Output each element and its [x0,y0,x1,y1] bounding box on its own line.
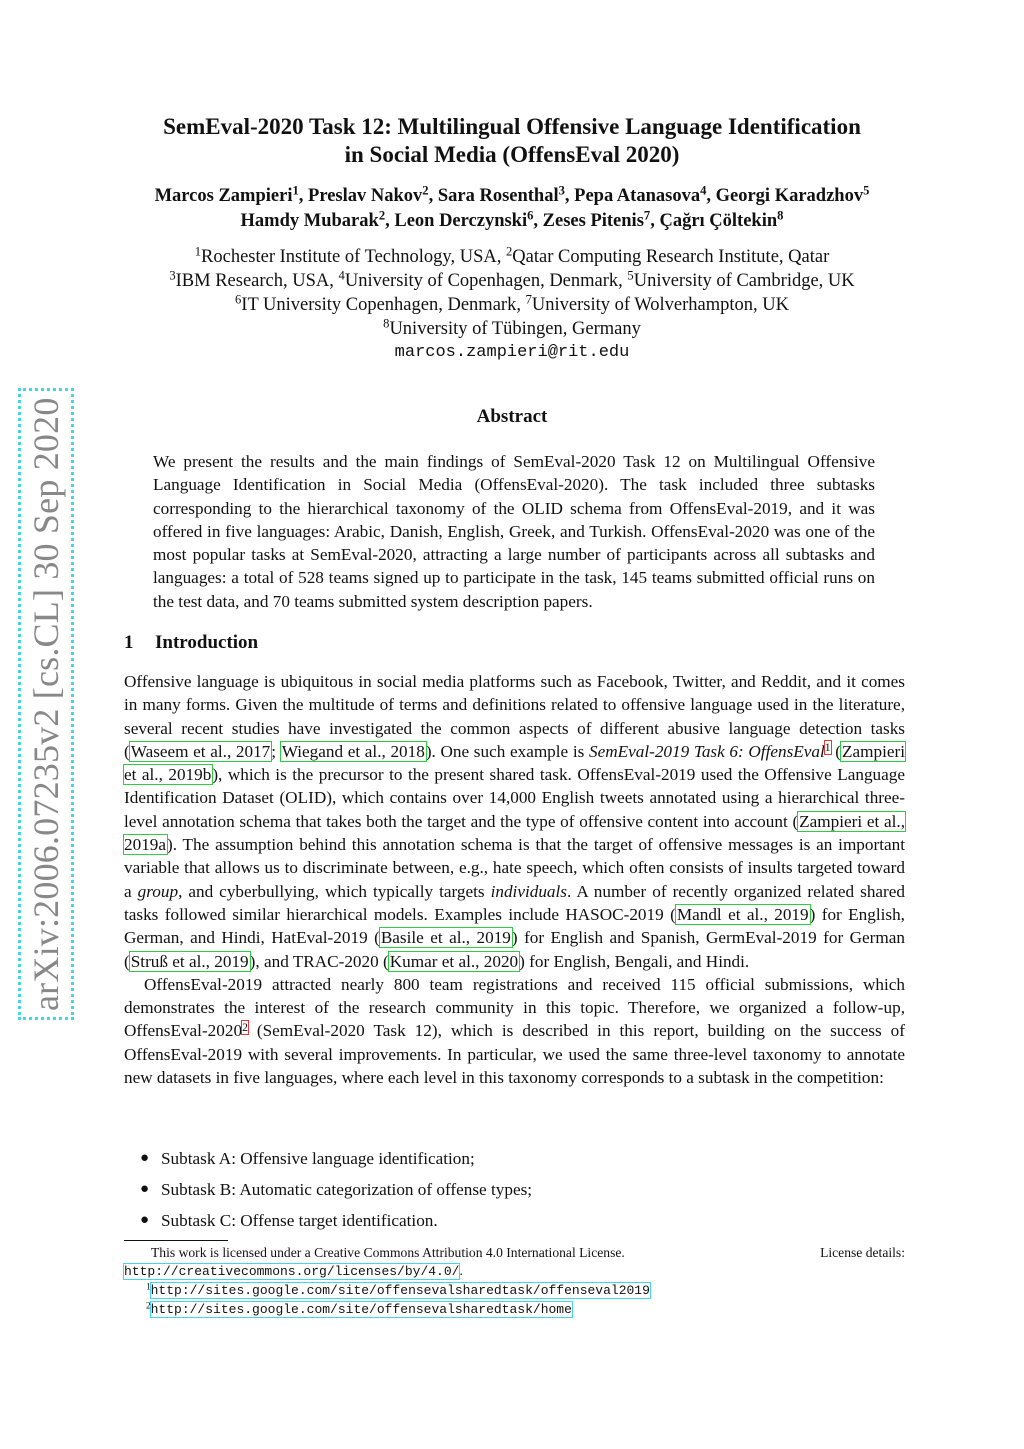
paragraph-text: ), which is the precursor to the present shared task. OffensEval-2019 used the Offensive Language Identification Dataset (OLID), which contains over 14,000 English tweets annotated using a hierarchical three-level annotation schema that takes both the target and the type of offensive content into account ( [124,765,905,831]
affiliation-line: $^3$IBM Research, USA, $^4$University of Copenhagen, Denmark, $^5$University of Cambridge, UK [169,268,855,291]
paragraph-text: , and cyberbullying, which typically targets [178,881,491,901]
affil-mark: 4 [338,268,345,283]
affiliation: Rochester Institute of Technology, USA [201,247,497,267]
affiliation-line: $^6$IT University Copenhagen, Denmark, $^7$University of Wolverhampton, UK [234,292,790,315]
citation-link[interactable]: Zampieri et al., 2019b [124,741,905,785]
affiliation-list [60,245,964,365]
affil-mark: 1 [194,244,202,259]
arxiv-identifier[interactable]: arXiv:2006.07235v2 [cs.CL] 30 Sep 2020 [18,388,74,1020]
abstract-heading: Abstract [476,406,548,427]
affiliation-line: $^1$Rochester Institute of Technology, USA, $^2$Qatar Computing Research Institute, Qatar [194,244,830,267]
license-url-link[interactable]: http://creativecommons.org/licenses/by/4.0/ [124,1264,460,1279]
intro-paragraph-1 [124,670,905,973]
list-item-text: Subtask A: Offensive language identification; [161,1149,475,1168]
paragraph-text: ). One such example is [425,741,589,761]
paragraph-text: ), and TRAC-2020 ( [249,951,389,971]
subtask-list [124,1147,905,1240]
author-name: Sara Rosenthal [437,186,559,206]
affil-mark: 3 [169,268,176,283]
list-item [124,1147,905,1170]
affil-mark: 6 [234,292,242,307]
footnote-2 [124,1300,905,1319]
affiliation: Qatar Computing Research Institute, Qatar [512,247,830,267]
license-text: This work is licensed under a Creative Commons Attribution 4.0 International License. [151,1245,625,1260]
author-name: Çağrı Çöltekin [659,211,778,231]
author-affil-mark: 3 [558,183,565,198]
affil-mark: 2 [505,244,513,259]
paragraph-text: ; [271,741,281,761]
paragraph-text: ). The assumption behind this annotation schema is that the target of offensive messages is an important variable that allows us to discriminate between, e.g., hate speech, which often consists of insults targeted toward a [124,835,905,901]
footnote-1-url-link[interactable]: http://sites.google.com/site/offensevalsharedtask/offenseval2019 [150,1283,650,1298]
author-line-2: Hamdy Mubarak$^2$, Leon Derczynski$^6$, Zeses Pitenis$^7$, Çağrı Çöltekin$^8$ [240,208,784,231]
author-name: Zeses Pitenis [542,211,644,231]
author-name: Pepa Atanasova [574,186,701,206]
footnote-mark: 1 [146,1281,151,1292]
introduction-body [124,670,905,1089]
footnote-1 [124,1281,905,1300]
footnote-mark: 2 [146,1300,151,1311]
author-name: Hamdy Mubarak [240,211,379,231]
paragraph-text: ) for English, Bengali, and Hindi. [519,951,750,971]
author-affil-mark: 6 [527,208,534,223]
author-name: Marcos Zampieri [154,186,293,206]
license-url-line [124,1262,905,1281]
license-url-period: . [459,1263,463,1278]
paragraph-text: OffensEval-2019 attracted nearly 800 team registrations and received 115 official submissions, which demonstrates the interest of the research community in this topic. Therefore, we organized a follow-up, OffensEval-2020 [124,974,905,1041]
emphasis-text: group [137,881,179,901]
bullet-icon: ● [140,1212,150,1228]
paragraph-text: ( [830,741,841,761]
section-title: Introduction [155,632,259,653]
paragraph-text: . A number of recently organized related shared tasks followed similar hierarchical models. Examples include HASOC-2019 ( [124,881,905,924]
bullet-icon: ● [140,1181,150,1197]
citation-link[interactable]: Zampieri et al., 2019a [124,811,905,855]
emphasis-text: individuals [490,881,567,901]
paragraph-text: ) for English, German, and Hindi, HatEval-2019 ( [124,904,905,948]
affiliation-line [60,317,964,341]
section-heading-introduction [124,632,258,654]
license-details-label: License details: [820,1245,905,1260]
list-item [124,1209,905,1232]
author-affil-mark: 7 [643,208,651,223]
author-list [60,184,964,234]
author-name: Preslav Nakov [308,186,423,206]
author-affil-mark: 8 [777,208,784,223]
citation-link[interactable]: Basile et al., 2019 [380,928,511,948]
paper-title [60,113,964,169]
author-affil-mark: 2 [378,208,386,223]
footnotes [124,1244,905,1319]
contact-email[interactable]: marcos.zampieri@rit.edu [394,343,630,362]
affiliation: University of Wolverhampton, UK [531,295,790,315]
citation-link[interactable]: Kumar et al., 2020 [389,951,519,971]
citation-link[interactable]: Wiegand et al., 2018 [281,741,425,761]
affiliation: IT University Copenhagen, Denmark [241,295,517,315]
emphasis-text: SemEval-2019 Task 6: OffensEval [588,741,825,761]
citation-link[interactable]: Struß et al., 2019 [130,951,249,971]
footnote-2-url-link[interactable]: http://sites.google.com/site/offensevalsharedtask/home [150,1302,572,1317]
author-affil-mark: 1 [292,183,299,198]
list-item [124,1178,905,1201]
footnote-divider [124,1240,228,1241]
affiliation: University of Tübingen, Germany [389,319,641,339]
license-note [124,1244,905,1262]
author-affil-mark: 4 [700,183,707,198]
author-name: Leon Derczynski [394,211,528,231]
list-item-text: Subtask B: Automatic categorization of offense types; [161,1180,533,1199]
author-name: Georgi Karadzhov [715,186,864,206]
affiliation: University of Copenhagen, Denmark [344,271,619,291]
abstract-text: We present the results and the main findings of SemEval-2020 Task 12 on Multilingual Offensive Language Identification in Social Media (OffensEval-2020). The task included three subtasks corresponding to the hierarchical taxonomy of the OLID schema from OffensEval-2019, and it was offered in five languages: Arabic, Danish, English, Greek, and Turkish. OffensEval-2020 was one of the most popular tasks at SemEval-2020, attracting a large number of participants across all subtasks and languages: a total of 528 teams signed up to participate in the task, 145 teams submitted official runs on the test data, and 70 teams submitted system description papers. [153,452,875,611]
paragraph-text: Offensive language is ubiquitous in social media platforms such as Facebook, Twitter, and Reddit, and it comes in many forms. Given the multitude of terms and definitions related to offensive language used in the literature, several recent studies have investigated the common aspects of different abusive language detection tasks ( [124,672,905,761]
author-affil-mark: 2 [422,183,429,198]
intro-paragraph-2 [124,973,905,1089]
footnote-ref-2[interactable]: 2 [242,1020,248,1034]
citation-link[interactable]: Waseem et al., 2017 [130,741,271,761]
paragraph-text: ) for English and Spanish, GermEval-2019 for German ( [124,928,905,971]
affiliation: IBM Research, USA [175,271,330,291]
list-item-text: Subtask C: Offense target identification. [161,1211,438,1230]
title-line-1: SemEval-2020 Task 12: Multilingual Offensive Language Identification [163,114,861,139]
affil-mark: 7 [525,292,532,307]
section-number: 1 [124,632,134,653]
affil-mark: 8 [383,316,390,331]
affil-mark: 5 [627,268,634,283]
bullet-icon: ● [140,1150,150,1166]
author-line-1: Marcos Zampieri$^1$, Preslav Nakov$^2$, Sara Rosenthal$^3$, Pepa Atanasova$^4$, Georgi Karadzhov$^5$ [154,183,870,206]
affiliation: University of Cambridge, UK [633,271,855,291]
footnote-ref-1[interactable]: 1 [824,741,831,755]
title-line-2: in Social Media (OffensEval 2020) [344,142,680,167]
paragraph-text: (SemEval-2020 Task 12), which is described in this report, building on the success of OffensEval-2019 with several improvements. In particular, we used the same three-level taxonomy to annotate new datasets in five languages, where each level in this taxonomy corresponds to a subtask in the competition: [124,1021,905,1088]
author-affil-mark: 5 [863,183,870,198]
citation-link[interactable]: Mandl et al., 2019 [676,904,809,924]
